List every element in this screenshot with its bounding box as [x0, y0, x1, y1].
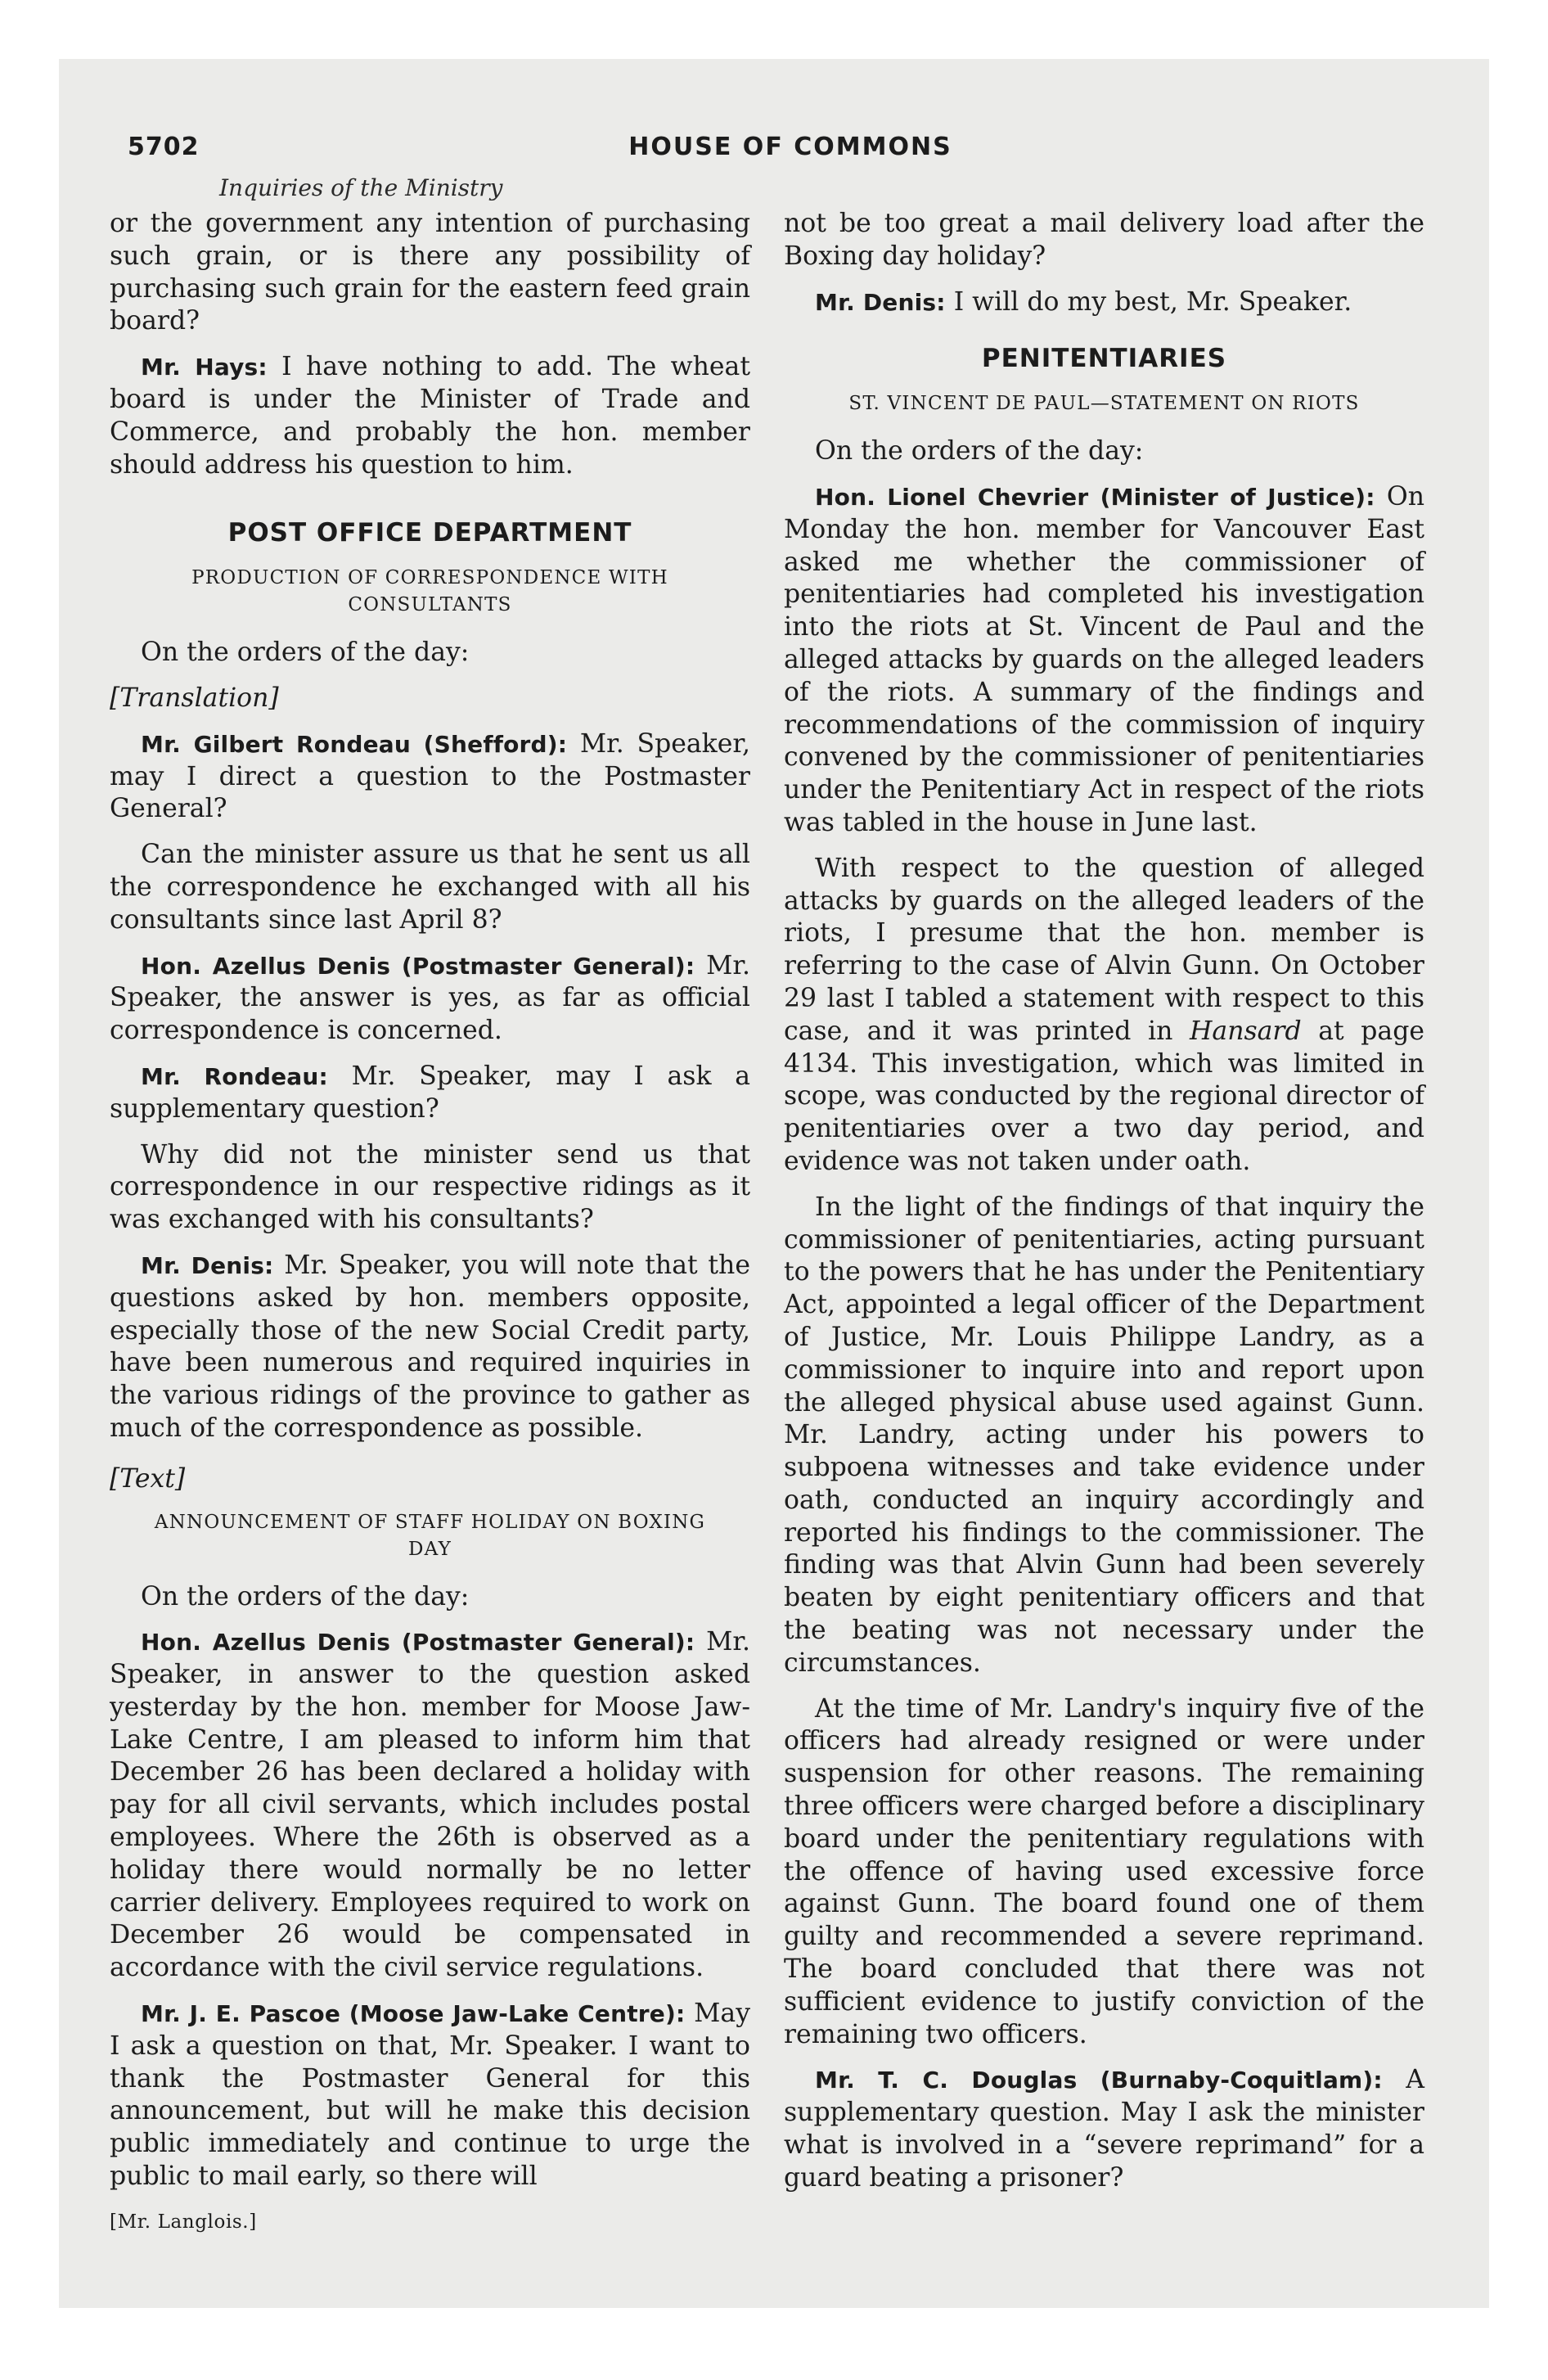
hansard-reference: Hansard [1189, 1016, 1302, 1046]
paragraph: or the government any intention of purchasing such grain, or is there any possibility of purchasing such grain for the eastern feed grain board? [110, 209, 750, 336]
orders-of-the-day: On the orders of the day: [141, 1581, 470, 1611]
orders-of-the-day: On the orders of the day: [141, 638, 470, 668]
right-column [784, 208, 1424, 2208]
section-heading: POST OFFICE DEPARTMENT [227, 518, 632, 548]
section-subhead: Inquiries of the Ministry [219, 174, 503, 201]
speaker-name: Mr. T. C. Douglas (Burnaby-Coquitlam): [815, 2067, 1383, 2094]
speech [784, 2064, 1424, 2194]
speaker-name: Mr. Hays: [141, 354, 268, 381]
running-head [128, 133, 1453, 175]
speech [110, 1626, 750, 1985]
subsection-heading: PRODUCTION OF CORRESPONDENCE WITH CONSULTANTS [191, 567, 668, 616]
paragraph-text: at page 4134. This investigation, which was limited in scope, was conducted by the regional director of penitentiaries over a two day period, and evidence was not taken under oath. [784, 1016, 1424, 1176]
paragraph [784, 853, 1424, 1179]
speech-text: Mr. Speaker, the answer is yes, as far as official correspondence is concerned. [110, 950, 750, 1046]
speech [784, 481, 1424, 840]
speech [784, 286, 1424, 319]
paragraph-text: With respect to the question of alleged attacks by guards on the alleged leaders of the riots, I presume that the hon. member is referring to the case of Alvin Gunn. On October 29 last I tabled a statement with respect to this case, and it was printed in [784, 853, 1424, 1046]
speech [110, 1250, 750, 1445]
subsection-heading: ANNOUNCEMENT OF STAFF HOLIDAY ON BOXING DAY [154, 1511, 706, 1560]
paragraph: In the light of the findings of that inquiry the commissioner of penitentiaries, acting pursuant to the powers that he has under the Penitentiary Act, appointed a legal officer of the Department of Justice, Mr. Louis Philippe Landry, as a commissioner to inquire into and report upon the alleged physical abuse used against Gunn. Mr. Landry, acting under his powers to subpoena witnesses and take evidence under oath, conducted an inquiry accordingly and reported his findings to the commissioner. The finding was that Alvin Gunn had been severely beaten by eight penitentiary officers and that the beating was not necessary under the circumstances. [784, 1192, 1424, 1678]
speaker-name: Mr. Denis: [141, 1251, 274, 1279]
speech-text: Mr. Speaker, may I ask a supplementary question? [110, 1061, 750, 1124]
speaker-name: Mr. Rondeau: [141, 1062, 328, 1090]
speech-text: Mr. Speaker, may I direct a question to the Postmaster General? [110, 728, 750, 824]
paragraph: Why did not the minister send us that correspondence in our respective ridings as it was exchanged with his consultants? [110, 1139, 750, 1235]
speaker-name: Hon. Lionel Chevrier (Minister of Justice): [815, 483, 1375, 511]
speech [110, 950, 750, 1048]
subsection-heading: ST. VINCENT DE PAUL—STATEMENT ON RIOTS [848, 393, 1360, 415]
paragraph: not be too great a mail delivery load after the Boxing day holiday? [784, 209, 1424, 271]
speech-text: I will do my best, Mr. Speaker. [945, 286, 1352, 317]
text-marker: [Text] [110, 1463, 186, 1494]
speaker-name: Hon. Azellus Denis (Postmaster General): [141, 952, 695, 980]
page-attribution: [Mr. Langlois.] [110, 2211, 257, 2233]
speech [110, 728, 750, 826]
speaker-name: Mr. Denis: [815, 288, 946, 316]
speech [110, 351, 750, 481]
left-column [110, 208, 750, 2239]
speech-text: A supplementary question. May I ask the minister what is involved in a “severe reprimand” for a guard beating a prisoner? [784, 2065, 1424, 2193]
speech [110, 1061, 750, 1126]
speech-text: I have nothing to add. The wheat board is under the Minister of Trade and Commerce, and probably the hon. member should address his question to him. [110, 352, 750, 480]
speech-text: May I ask a question on that, Mr. Speaker. I want to thank the Postmaster General for this announcement, but will he make this decision public immediately and continue to urge the public to mail early, so there will [110, 1999, 750, 2192]
speech-text: Mr. Speaker, in answer to the question asked yesterday by the hon. member for Moose Jaw-Lake Centre, I am pleased to inform him that December 26 has been declared a holiday with pay for all civil servants, which includes postal employees. Where the 26th is observed as a holiday there would normally be no letter carrier delivery. Employees required to work on December 26 would be compensated in accordance with the civil service regulations. [110, 1627, 750, 1983]
speaker-name: Mr. Gilbert Rondeau (Shefford): [141, 730, 568, 758]
page-number: 5702 [128, 133, 200, 161]
scanned-page [59, 59, 1489, 2308]
speech-text: On Monday the hon. member for Vancouver East asked me whether the commissioner of penitentiaries had completed his investigation into the riots at St. Vincent de Paul and the alleged attacks by guards on the alleged leaders of the riots. A summary of the findings and recommendations of the commission of inquiry convened by the commissioner of penitentiaries under the Penitentiary Act in respect of the riots was tabled in the house in June last. [784, 481, 1424, 837]
paragraph: At the time of Mr. Landry's inquiry five of the officers had already resigned or were under suspension for other reasons. The remaining three officers were charged before a disciplinary board under the penitentiary regulations with the offence of having used excessive force against Gunn. The board found one of them guilty and recommended a severe reprimand. The board concluded that there was not sufficient evidence to justify conviction of the remaining two officers. [784, 1693, 1424, 2049]
speaker-name: Mr. J. E. Pascoe (Moose Jaw-Lake Centre): [141, 2000, 686, 2028]
journal-title: HOUSE OF COMMONS [628, 133, 952, 161]
speech [110, 1998, 750, 2193]
section-heading: PENITENTIARIES [981, 344, 1227, 374]
translation-marker: [Translation] [110, 683, 279, 713]
orders-of-the-day: On the orders of the day: [815, 436, 1144, 467]
speech-text: Mr. Speaker, you will note that the questions asked by hon. members opposite, especially those of the new Social Credit party, have been numerous and required inquiries in the various ridings of the province to gather as much of the correspondence as possible. [110, 1250, 750, 1443]
paragraph: Can the minister assure us that he sent us all the correspondence he exchanged with all his consultants since last April 8? [110, 840, 750, 935]
speaker-name: Hon. Azellus Denis (Postmaster General): [141, 1629, 695, 1657]
